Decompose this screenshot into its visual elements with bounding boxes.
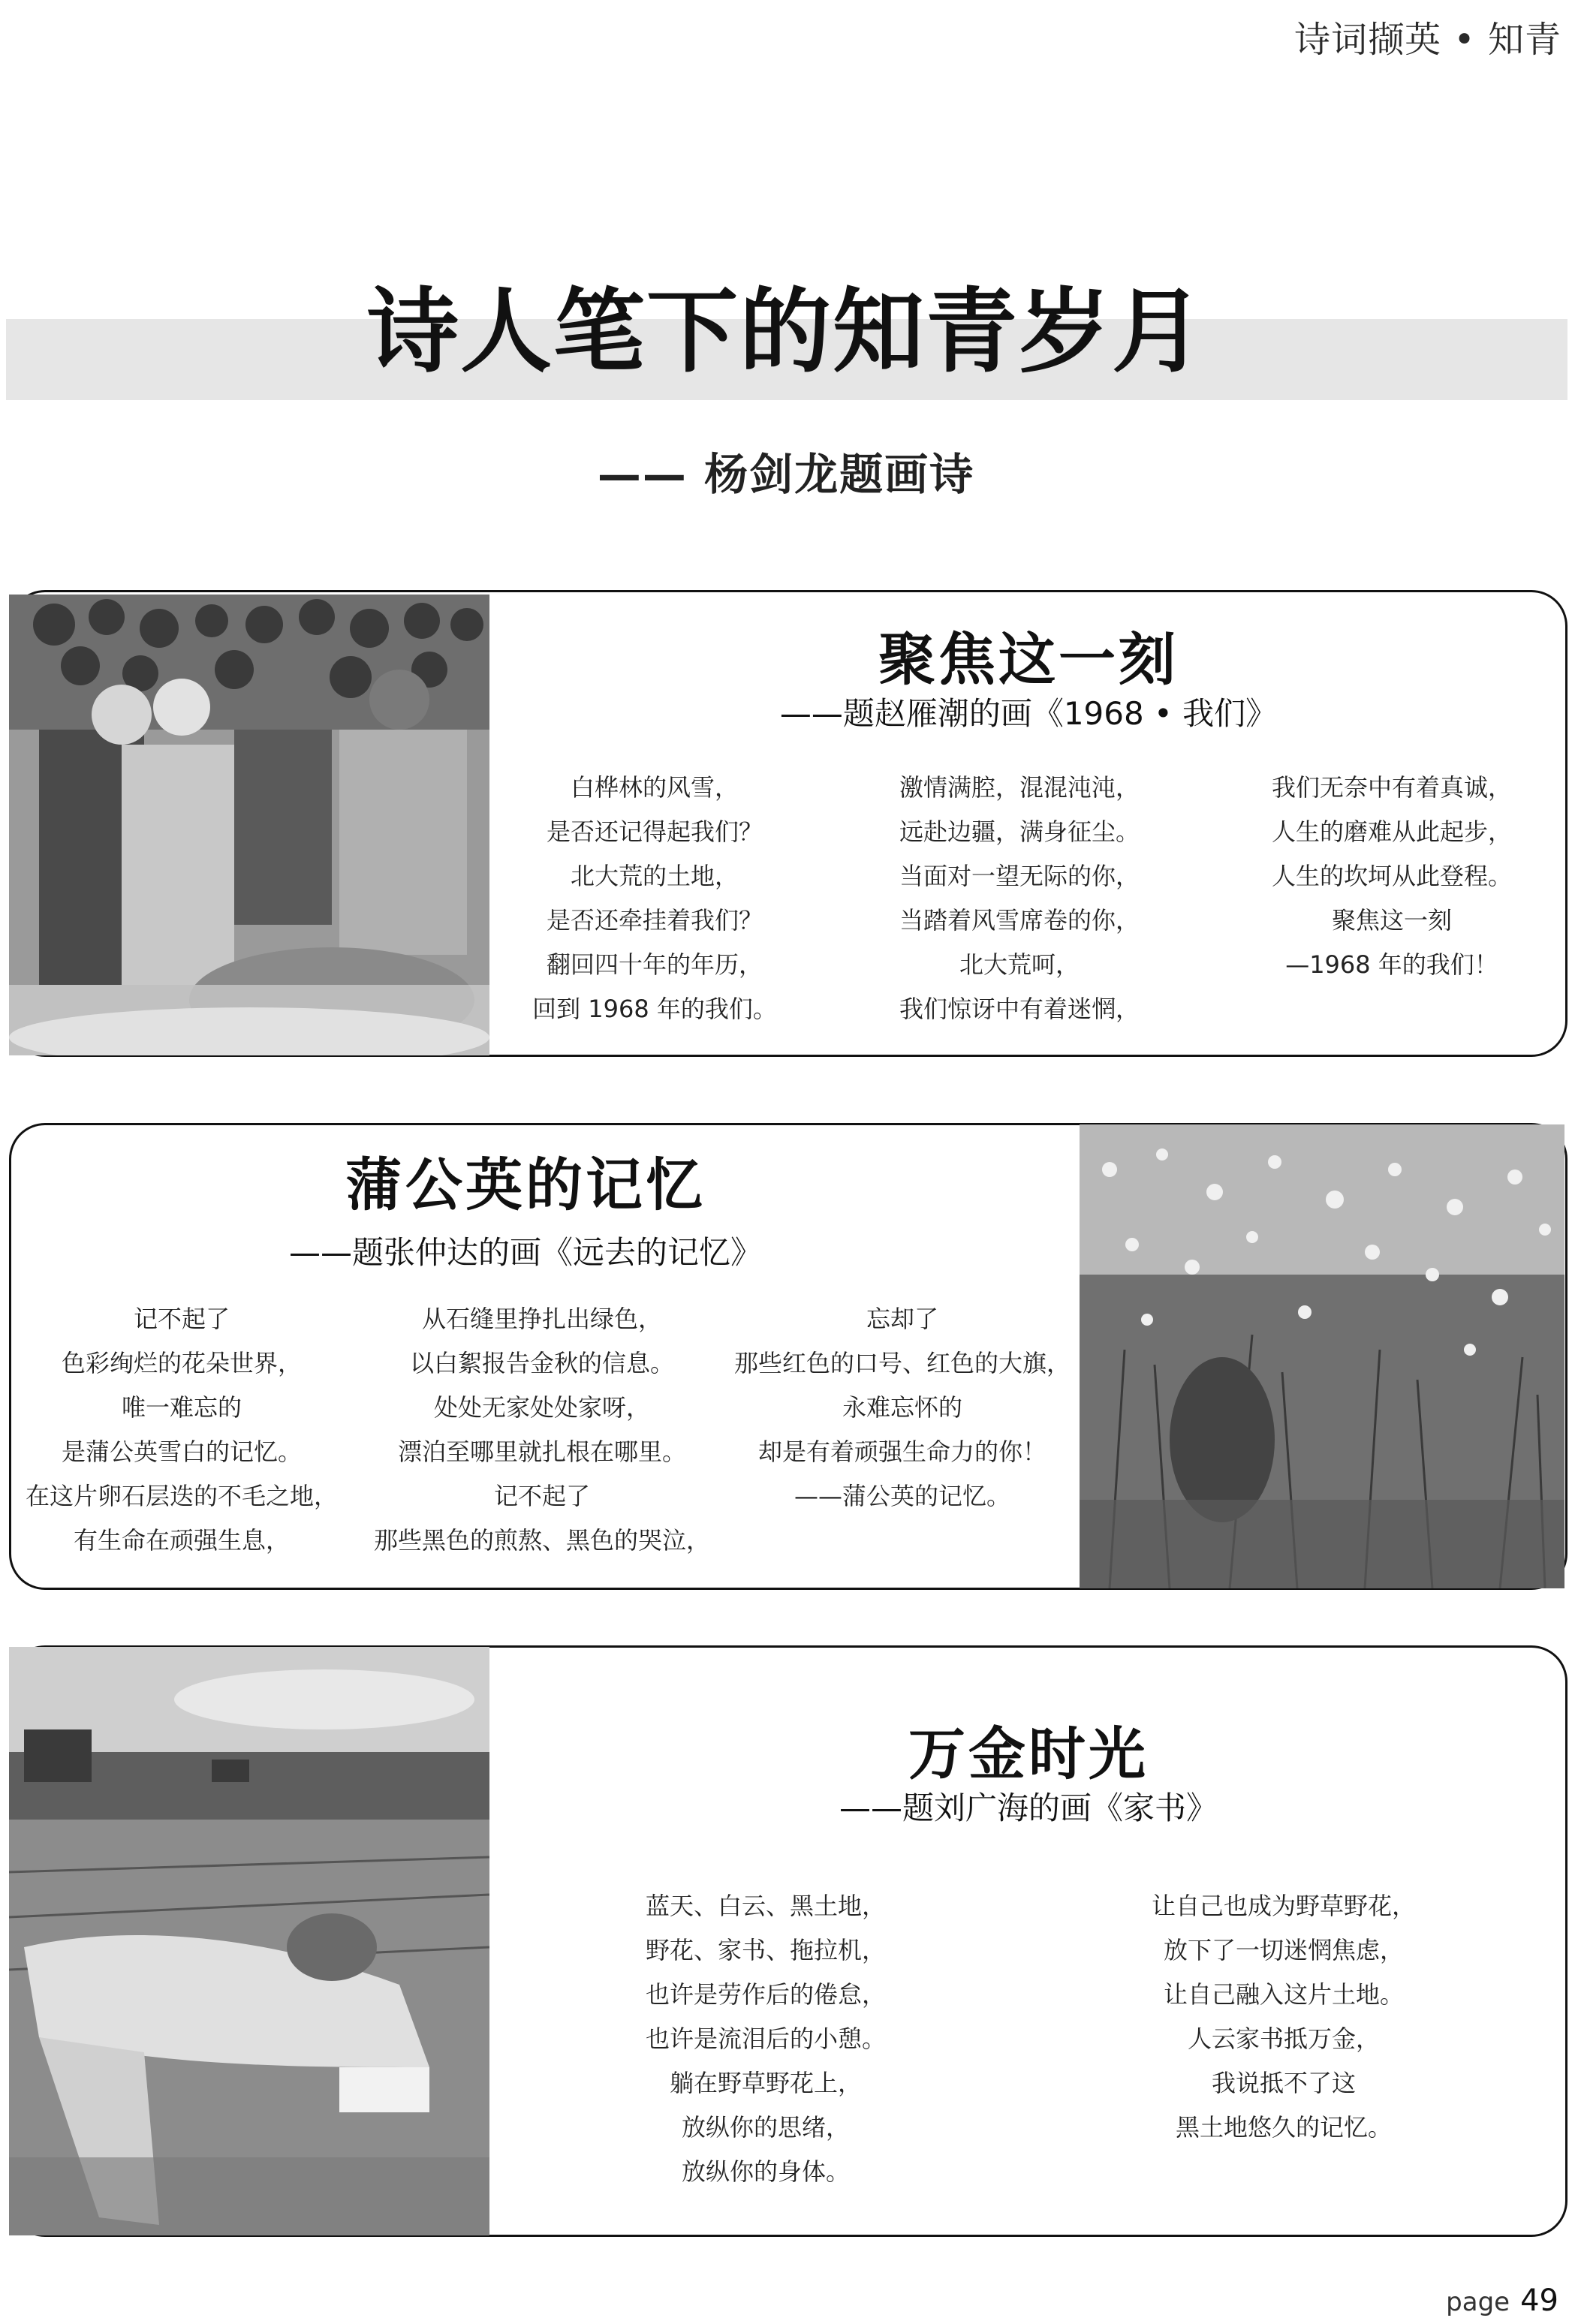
section-header: 诗词撷英 • 知青: [1294, 19, 1561, 61]
poem-2-stanza-3: 忘却了 那些红色的口号、红色的大旗， 永难忘怀的 却是有着顽强生命力的你！ ——蒲公英的记忆。: [733, 1305, 1071, 1510]
poem-3-stanza-1: 蓝天、白云、黑土地， 野花、家书、拖拉机， 也许是劳作后的倦怠， 也许是流泪后的小憩。 躺在野草野花上， 放纵你的思绪， 放纵你的身体。: [645, 1892, 886, 2186]
poem-2-stanza-1: 记不起了 色彩绚烂的花朵世界， 唯一难忘的 是蒲公英雪白的记忆。 在这片卵石层迭的不毛之地， 有生命在顽强生息，: [25, 1305, 338, 1555]
painting-1968-women: [9, 595, 489, 1055]
page-subtitle: —— 杨剑龙题画诗: [597, 449, 975, 500]
poem-2-stanza-2: 从石缝里挣扎出绿色， 以白絮报告金秋的信息。 处处无家处处家呀， 漂泊至哪里就扎根在哪里。 记不起了 那些黑色的煎熬、黑色的哭泣，: [373, 1305, 710, 1555]
page-number: page 49: [1446, 2283, 1558, 2318]
poem-1-stanza-3: 我们无奈中有着真诚， 人生的磨难从此起步， 人生的坎坷从此登程。 聚焦这一刻 —1968 年的我们！: [1271, 773, 1512, 979]
painting-letter-from-home: [9, 1647, 489, 2235]
painting-dandelion-field: [1080, 1124, 1564, 1588]
poem-3-subtitle: ——题刘广海的画《家书》: [839, 1790, 1218, 1826]
poem-1-stanza-2: 激情满腔，混混沌沌， 远赴边疆，满身征尘。 当面对一望无际的你， 当踏着风雪席卷的你， 北大荒呵， 我们惊讶中有着迷惘，: [899, 773, 1140, 1023]
poem-3-stanza-2: 让自己也成为野草野花， 放下了一切迷惘焦虑， 让自己融入这片土地。 人云家书抵万金， 我说抵不了这 黑土地悠久的记忆。: [1151, 1892, 1416, 2142]
poem-1-subtitle: ——题赵雁潮的画《1968 • 我们》: [779, 695, 1278, 732]
poem-1-stanza-1: 白桦林的风雪， 是否还记得起我们？ 北大荒的土地， 是否还牵挂着我们？ 翻回四十年的年历， 回到 1968 年的我们。: [532, 773, 777, 1023]
poem-2-subtitle: ——题张仲达的画《远去的记忆》: [288, 1234, 762, 1271]
poem-1-title: 聚焦这一刻: [878, 626, 1179, 693]
poem-2-title: 蒲公英的记忆: [345, 1151, 706, 1218]
page-title: 诗人笔下的知青岁月: [367, 278, 1205, 385]
poem-3-title: 万金时光: [908, 1720, 1149, 1787]
